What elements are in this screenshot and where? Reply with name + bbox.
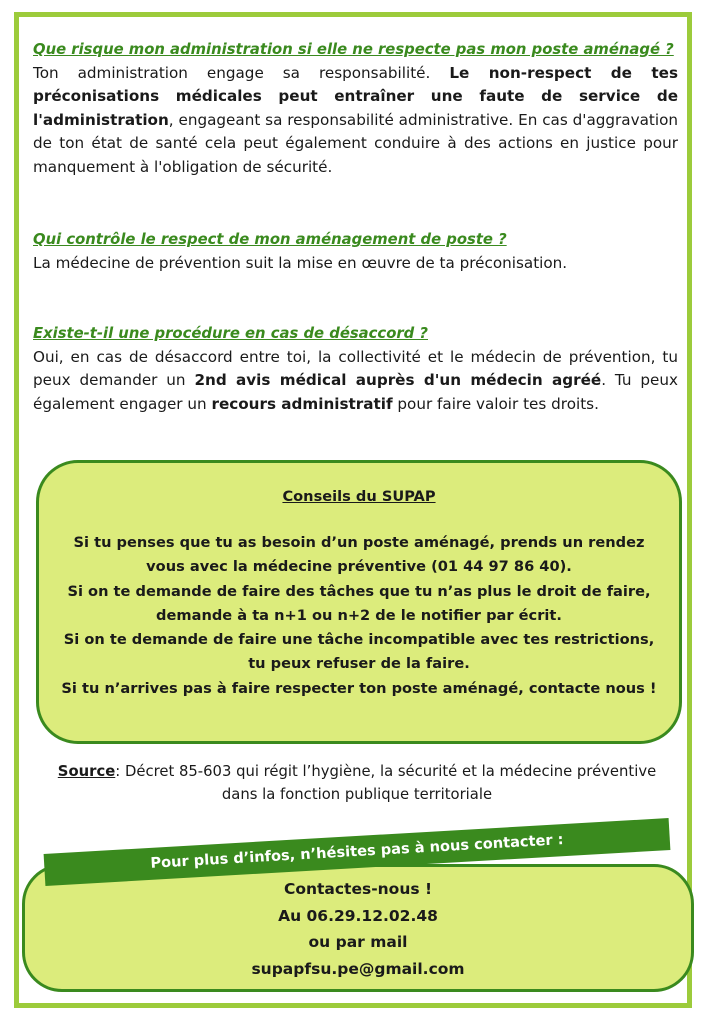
faq-question: Qui contrôle le respect de mon aménagement de poste ? (33, 231, 507, 248)
contact-box (22, 864, 694, 992)
contact-phone: Au 06.29.12.02.48 (278, 906, 438, 925)
contact-email: supapfsu.pe@gmail.com (251, 959, 465, 978)
contact-banner: Pour plus d’infos, n’hésites pas à nous contacter : (44, 818, 671, 886)
contact-or-mail: ou par mail (308, 933, 408, 951)
source-text: : Décret 85-603 qui régit l’hygiène, la sécurité et la médecine préventive (115, 763, 657, 780)
faq-question: Que risque mon administration si elle ne respecte pas mon poste aménagé ? (33, 41, 674, 58)
answer-emphasis: 2nd avis médical auprès d'un médecin agréé (194, 371, 602, 389)
advice-line: Si tu penses que tu as besoin d’un poste aménagé, prends un rendez (73, 534, 645, 551)
faq-section-control (33, 228, 678, 275)
faq-answer (33, 252, 678, 276)
advice-line: Si tu n’arrives pas à faire respecter ton poste aménagé, contacte nous ! (61, 679, 657, 697)
advice-line: Si on te demande de faire des tâches que tu n’as plus le droit de faire, (67, 582, 651, 600)
answer-text: La médecine de prévention suit la mise en œuvre de ta préconisation. (33, 253, 568, 272)
answer-text: Ton administration engage sa responsabilité. (33, 63, 450, 82)
contact-heading: Contactes-nous ! (283, 880, 433, 898)
faq-question: Existe-t-il une procédure en cas de désaccord ? (33, 325, 428, 342)
advice-line: Si on te demande de faire une tâche incompatible avec tes restrictions, (63, 631, 655, 649)
answer-text: Oui, en cas de désaccord entre toi, la collectivité et le médecin de prévention, tu peux demander un (33, 347, 678, 389)
advice-text (39, 531, 679, 701)
advice-line: demande à ta n+1 ou n+2 de le notifier par écrit. (156, 606, 562, 624)
answer-text: . Tu peux également engager un (33, 371, 678, 413)
answer-text: pour faire valoir tes droits. (392, 394, 599, 413)
faq-section-responsibility (33, 38, 678, 179)
answer-emphasis: Le non-respect de tes préconisations médicales peut entraîner une faute de service de l'administration (33, 63, 678, 129)
faq-answer (33, 62, 678, 180)
source-note (22, 760, 692, 806)
faq-answer (33, 346, 678, 417)
advice-title: Conseils du SUPAP (282, 488, 436, 505)
faq-section-disagreement (33, 322, 678, 416)
advice-box (36, 460, 682, 744)
advice-line: vous avec la médecine préventive (01 44 97 86 40). (146, 558, 572, 576)
answer-text: , engageant sa responsabilité administrative. En cas d'aggravation de ton état de santé cela peut également conduire à des actions en justice pour manquement à l'obligation de sécurité. (33, 110, 678, 176)
answer-emphasis: recours administratif (211, 394, 393, 413)
source-label: Source (57, 763, 116, 780)
contact-text (25, 876, 691, 982)
source-text: dans la fonction publique territoriale (221, 786, 493, 803)
advice-line: tu peux refuser de la faire. (248, 655, 470, 673)
